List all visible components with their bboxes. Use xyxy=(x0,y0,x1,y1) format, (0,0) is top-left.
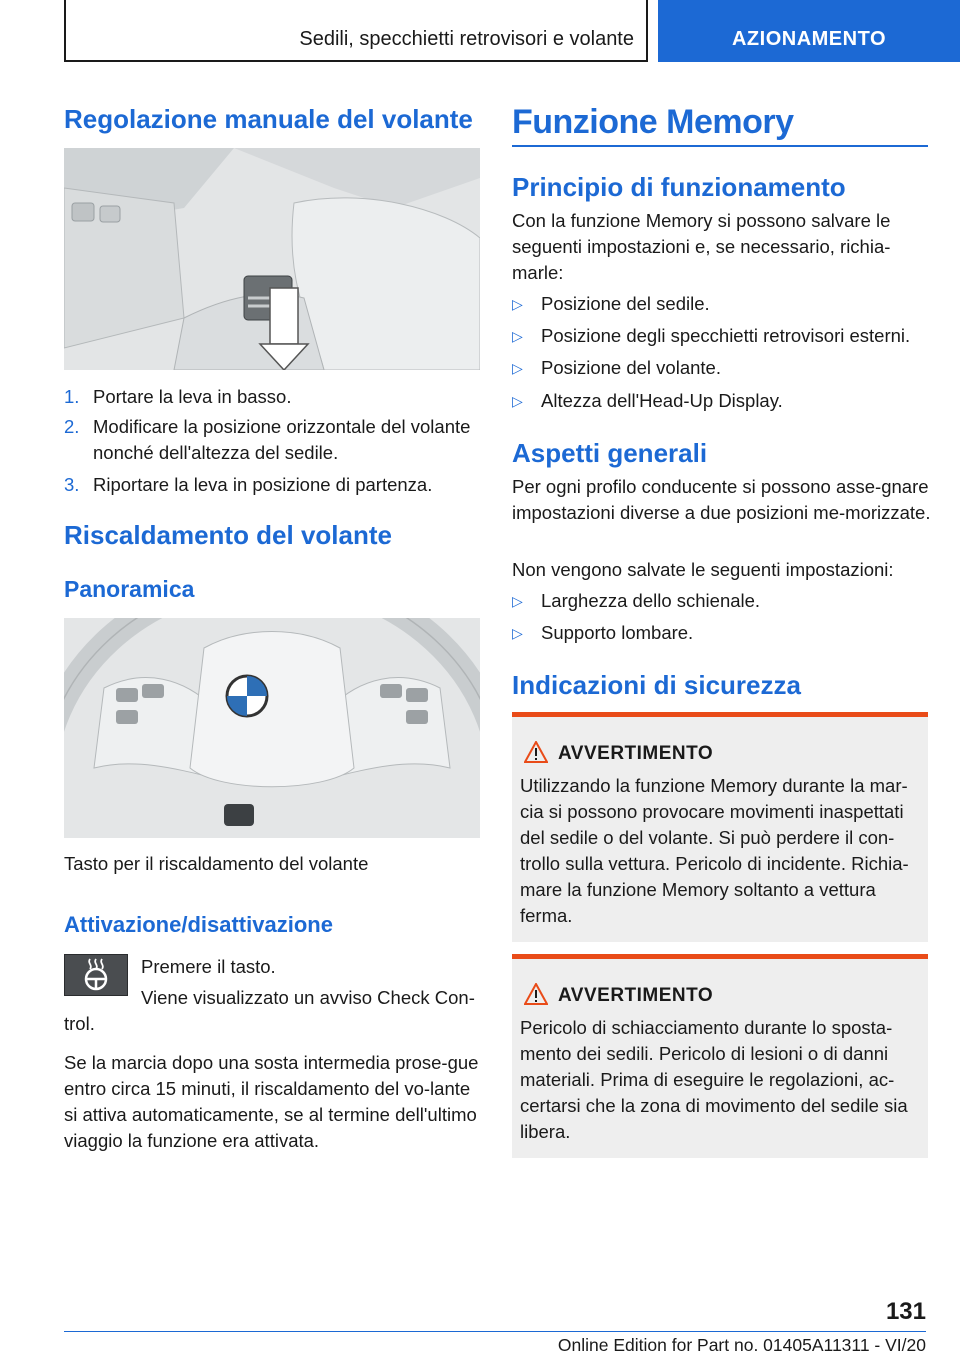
step-number: 3. xyxy=(64,474,80,495)
steering-wheel-illustration xyxy=(64,618,480,838)
steering-wheel-drawing xyxy=(64,618,480,838)
section-title: Sedili, specchietti retrovisori e volante xyxy=(299,28,634,50)
principle-heading: Principio di funzionamento xyxy=(512,172,846,202)
step-number: 1. xyxy=(64,386,80,407)
step-text: Portare la leva in basso. xyxy=(93,386,292,407)
heading-rule xyxy=(512,145,928,147)
step-text: Modificare la posizione orizzontale del volante nonché dell'altezza del sedile. xyxy=(93,416,471,463)
step-2 xyxy=(64,414,480,466)
heated-wheel-icon xyxy=(65,955,127,995)
principle-text: Con la funzione Memory si possono salvare le seguenti impostazioni e, se necessario, richia-marle: xyxy=(512,210,891,283)
step-text: Riportare la leva in posizione di partenza. xyxy=(93,474,433,495)
page-header xyxy=(0,0,960,66)
steering-lever-illustration xyxy=(64,148,480,370)
triangle-bullet-icon: ▷ xyxy=(512,625,523,641)
steering-lever-drawing xyxy=(64,148,480,370)
step-3 xyxy=(64,472,480,498)
not-saved-item-text: Larghezza dello schienale. xyxy=(541,590,761,611)
not-saved-item-text: Supporto lombare. xyxy=(541,622,694,643)
safety-heading: Indicazioni di sicurezza xyxy=(512,670,801,700)
warning-triangle-icon xyxy=(524,983,548,1005)
auto-activation-text: Se la marcia dopo una sosta intermedia prose-gue entro circa 15 minuti, il riscaldamento del vo-lante si attiva automaticamente, se al termine dell'ultimo viaggio la funzione era attivata. xyxy=(64,1052,479,1151)
triangle-bullet-icon: ▷ xyxy=(512,393,523,409)
check-control-text-1: Viene visualizzato un avviso Check Con- xyxy=(141,987,475,1008)
triangle-bullet-icon: ▷ xyxy=(512,328,523,344)
chapter-tab xyxy=(658,0,960,62)
chapter-title: AZIONAMENTO xyxy=(731,28,886,50)
warning-text: Utilizzando la funzione Memory durante la mar-cia si possono provocare movimenti inaspettati del sedile o del volante. Si può perdere il con-trollo sulla vettura. Pericolo di incidente. Richia-mare la funzione Memory soltanto a vettura ferma. xyxy=(520,775,909,926)
manual-adjust-heading: Regolazione manuale del volante xyxy=(64,104,473,134)
page-number: 131 xyxy=(885,1298,926,1325)
footer-rule xyxy=(64,1331,926,1332)
section-tab xyxy=(64,0,648,62)
warning-triangle-icon xyxy=(524,741,548,763)
triangle-bullet-icon: ▷ xyxy=(512,593,523,609)
press-button-text: Premere il tasto. xyxy=(141,956,276,977)
triangle-bullet-icon: ▷ xyxy=(512,296,523,312)
overview-heading: Panoramica xyxy=(64,576,195,602)
saved-item-text: Posizione del volante. xyxy=(541,357,721,378)
warning-title: AVVERTIMENTO xyxy=(558,985,714,1006)
general-heading: Aspetti generali xyxy=(512,438,708,468)
heating-heading: Riscaldamento del volante xyxy=(64,520,392,550)
triangle-bullet-icon: ▷ xyxy=(512,360,523,376)
warning-title: AVVERTIMENTO xyxy=(558,743,714,764)
check-control-text-2: trol. xyxy=(64,1013,95,1034)
general-text: Per ogni profilo conducente si possono asse-gnare impostazioni diverse a due posizioni me-morizzate. xyxy=(512,476,931,523)
saved-item-text: Posizione del sedile. xyxy=(541,293,710,314)
activation-heading: Attivazione/disattivazione xyxy=(64,912,333,937)
memory-heading: Funzione Memory xyxy=(512,103,794,141)
saved-item-text: Altezza dell'Head-Up Display. xyxy=(541,390,783,411)
step-number: 2. xyxy=(64,416,80,437)
warning-box xyxy=(512,712,928,942)
warning-text: Pericolo di schiacciamento durante lo sposta-mento dei sedili. Pericolo di lesioni o di danni materiali. Prima di eseguire le regolazioni, ac-certarsi che la zona di movimento del sedile sia libera. xyxy=(520,1017,908,1142)
steering-caption: Tasto per il riscaldamento del volante xyxy=(64,853,369,874)
steering-heating-button-icon xyxy=(64,954,128,996)
step-1 xyxy=(64,384,480,410)
saved-item-text: Posizione degli specchietti retrovisori esterni. xyxy=(541,325,911,346)
edition-text: Online Edition for Part no. 01405A11311 - VI/20 xyxy=(557,1335,926,1355)
warning-box xyxy=(512,954,928,1158)
not-saved-text: Non vengono salvate le seguenti impostazioni: xyxy=(512,559,894,580)
